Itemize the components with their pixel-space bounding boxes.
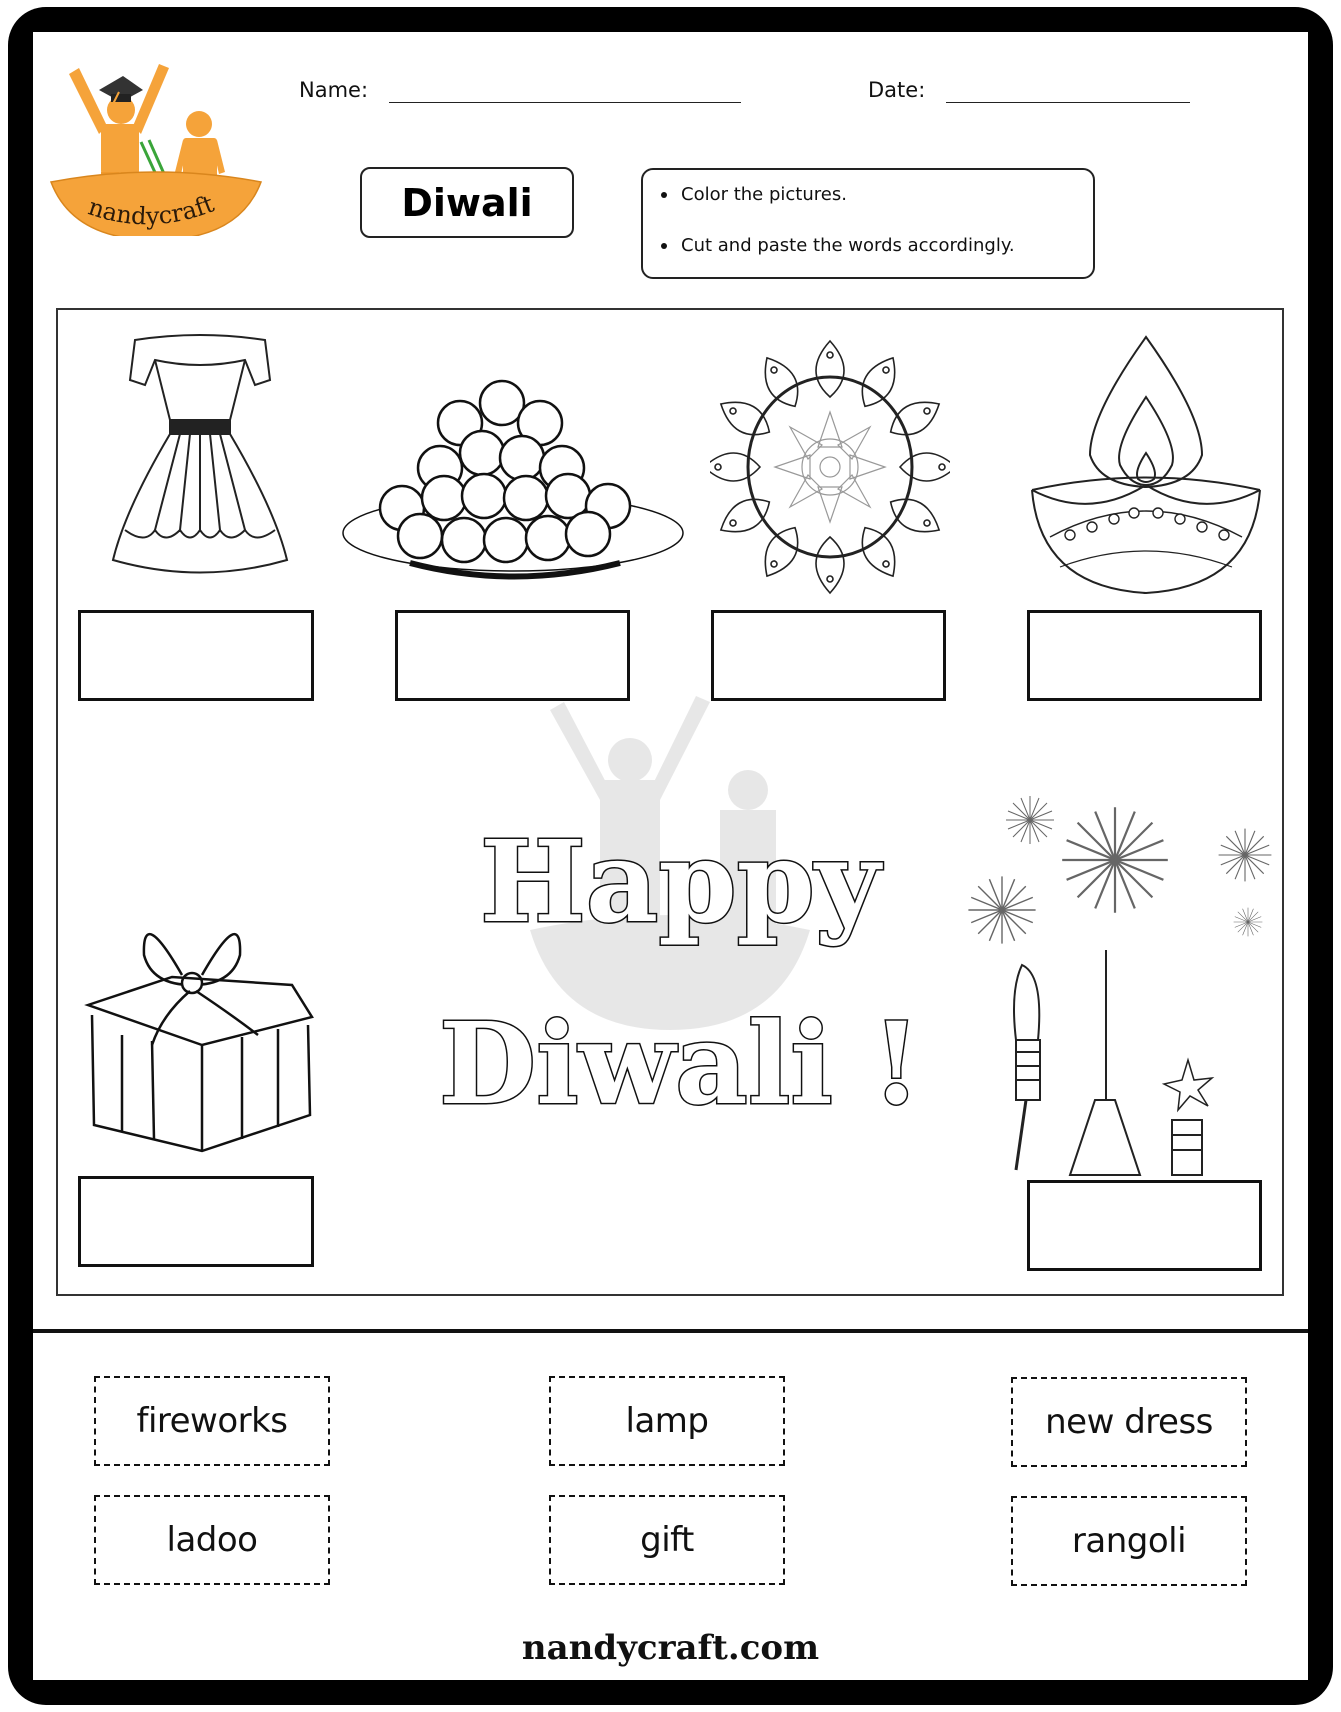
date-field[interactable] (946, 102, 1190, 103)
instruction-item: Cut and paste the words accordingly. (661, 235, 1093, 286)
name-field[interactable] (389, 102, 741, 103)
cut-line-divider (33, 1329, 1308, 1333)
fireworks-icon (960, 790, 1280, 1180)
picture-lamp (1030, 335, 1262, 595)
ladoo-plate-icon (340, 378, 686, 593)
word-card-rangoli[interactable]: rangoli (1011, 1496, 1247, 1586)
word-card-fireworks[interactable]: fireworks (94, 1376, 330, 1466)
picture-dress (95, 330, 305, 595)
paste-box-gift[interactable] (78, 1176, 314, 1267)
worksheet-title-box (360, 167, 574, 238)
picture-ladoo (340, 378, 686, 593)
nandycraft-logo (49, 44, 263, 236)
paste-box-dress[interactable] (78, 610, 314, 701)
word-card-lamp[interactable]: lamp (549, 1376, 785, 1466)
greeting-line-1: Happy (479, 817, 881, 948)
svg-text:nandycraft: nandycraft (84, 189, 218, 231)
instruction-item: Color the pictures. (661, 184, 1093, 235)
bullet-icon (661, 192, 667, 198)
picture-fireworks (960, 790, 1280, 1180)
word-card-new-dress[interactable]: new dress (1011, 1377, 1247, 1467)
paste-box-lamp[interactable] (1027, 610, 1262, 701)
paste-box-fireworks[interactable] (1027, 1180, 1262, 1271)
instructions-box (641, 168, 1095, 279)
picture-rangoli (710, 338, 950, 596)
paste-box-rangoli[interactable] (711, 610, 946, 701)
greeting-line-2: Diwali ! (439, 999, 921, 1130)
logo-icon (49, 44, 263, 236)
bullet-icon (661, 243, 667, 249)
rangoli-icon (710, 338, 950, 596)
word-card-ladoo[interactable]: ladoo (94, 1495, 330, 1585)
diya-lamp-icon (1030, 335, 1262, 595)
worksheet-title: Diwali (401, 180, 533, 225)
date-label: Date: (868, 78, 926, 102)
footer-website: nandycraft.com (521, 1628, 820, 1668)
gift-box-icon (82, 905, 322, 1155)
name-label: Name: (299, 78, 369, 102)
word-card-gift[interactable]: gift (549, 1495, 785, 1585)
dress-icon (95, 330, 305, 595)
picture-gift (82, 905, 322, 1155)
paste-box-ladoo[interactable] (395, 610, 630, 701)
